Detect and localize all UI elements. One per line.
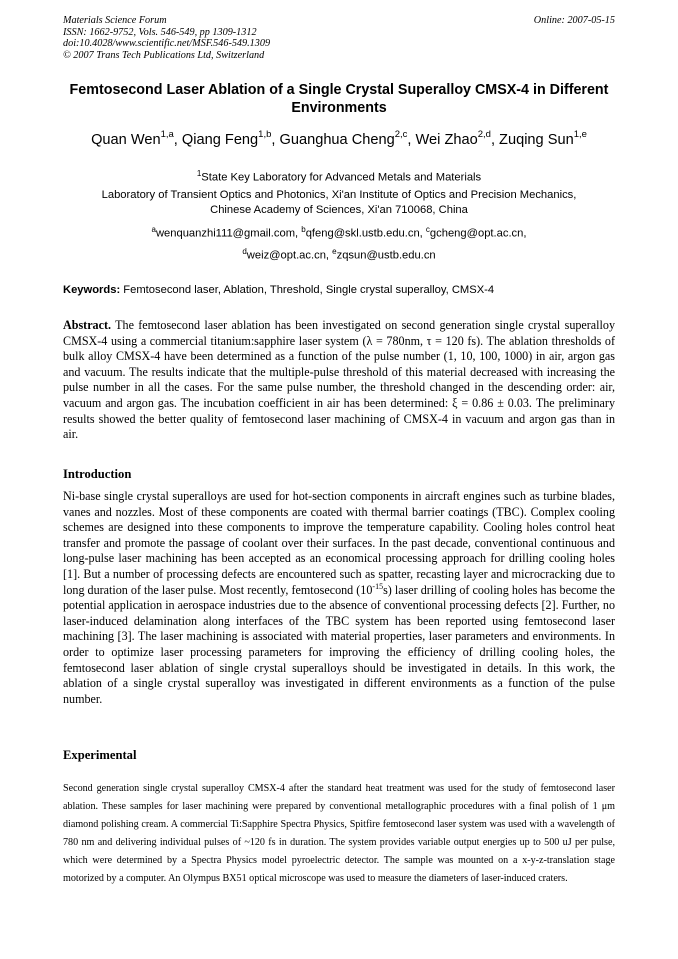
author-affiliation-marker: 2,c bbox=[394, 129, 408, 140]
abstract-label: Abstract. bbox=[63, 318, 112, 332]
author-list bbox=[40, 130, 638, 148]
email-address[interactable]: zqsun@ustb.edu.cn bbox=[336, 249, 436, 262]
abstract bbox=[63, 318, 615, 443]
experimental-body: Second generation single crystal superalloy CMSX-4 after the standard heat treatment was used for the study of femtosecond laser ablation. These samples for laser machining were prepared by conventional metallographic procedures with a final polish of 1 μm diamond polishing cream. A commercial Ti:Sapphire Spectra Physics, Spitfire femtosecond laser system was used with a wavelength of 780 nm and delivering individual pulses of ~120 fs in duration. The system provides variable output energies up to 500 uJ per pulse, which were determined by a Spectra Physics model pyroelectric detector. The sample was mounted on a x-y-z-translation stage motorized by a computer. An Olympus BX51 optical microscope was used to measure the diameters of laser-induced craters. bbox=[63, 783, 615, 885]
author-separator: , bbox=[407, 131, 416, 148]
author-name: Guanghua Cheng bbox=[279, 131, 395, 148]
email-address[interactable]: weiz@opt.ac.cn, bbox=[246, 249, 333, 262]
email-line-1 bbox=[63, 222, 615, 242]
affiliation-line: Chinese Academy of Sciences, Xi'an 710068, China bbox=[210, 204, 468, 216]
email-marker: b bbox=[301, 225, 306, 234]
author-affiliation-marker: 1,a bbox=[160, 129, 174, 140]
journal-name: Materials Science Forum bbox=[63, 15, 167, 26]
exponent: -15 bbox=[372, 581, 384, 591]
author-name: Wei Zhao bbox=[415, 131, 478, 148]
author-name: Qiang Feng bbox=[181, 131, 259, 148]
email-address[interactable]: qfeng@skl.ustb.edu.cn, bbox=[305, 227, 426, 240]
author-affiliation-marker: 1,e bbox=[573, 129, 587, 140]
journal-issn: ISSN: 1662-9752, Vols. 546-549, pp 1309-1312 bbox=[63, 26, 257, 38]
introduction-heading: Introduction bbox=[63, 467, 132, 481]
journal-header bbox=[63, 15, 270, 61]
email-address[interactable]: wenquanzhi111@gmail.com, bbox=[155, 227, 302, 240]
keywords-label: Keywords: bbox=[63, 284, 121, 296]
author-separator: , bbox=[271, 131, 280, 148]
email-address[interactable]: gcheng@opt.ac.cn, bbox=[429, 227, 527, 240]
introduction-text: Ni-base single crystal superalloys are used for hot-section components in aircraft engines such as turbine blades, vanes and nozzles. Most of these components are coated with thermal barrier coatings (TBC). Complex cooling schemes are designed into these components to improve the temperature capability. Cooling holes control heat transfer and promote the passage of coolant over their surfaces. In the past decade, conventional continuous and long-pulse laser machining has been accepted as an economical processing approach for drilling cooling holes [1]. But a number of processing defects are encountered such as spatter, recasting layer and microcracking due to long duration of the laser pulse. Most recently, femtosecond (10 bbox=[63, 489, 615, 597]
introduction-body bbox=[63, 489, 615, 707]
affiliation-2 bbox=[63, 188, 615, 218]
affiliation-1 bbox=[63, 166, 615, 186]
experimental-heading: Experimental bbox=[63, 748, 137, 762]
author-affiliation-marker: 2,d bbox=[477, 129, 491, 140]
email-marker: a bbox=[151, 225, 156, 234]
affiliation-line: Laboratory of Transient Optics and Photonics, Xi'an Institute of Optics and Precision Mechanics, bbox=[101, 189, 577, 201]
email-marker: e bbox=[332, 247, 337, 256]
online-date: Online: 2007-05-15 bbox=[533, 15, 615, 26]
keywords-text: Femtosecond laser, Ablation, Threshold, Single crystal superalloy, CMSX-4 bbox=[120, 284, 495, 296]
email-line-2 bbox=[63, 244, 615, 264]
author-name: Zuqing Sun bbox=[499, 131, 574, 148]
introduction-text: s) laser drilling of cooling holes has become the potential application in aerospace industries due to the absence of conventional processing defects [2]. Further, no laser-induced delamination along interfaces of the TBC system has been reported using femtosecond laser machining [3]. The laser machining is associated with material properties, laser parameters and environments. In order to optimize laser processing parameters for improving the efficiency of drilling cooling holes, the femtosecond laser ablation of single crystal superalloys should be investigated in details. In this work, the ablation of a single crystal superalloy was investigated in different environments as a function of the pulse number. bbox=[63, 582, 615, 706]
email-marker: d bbox=[242, 247, 247, 256]
journal-doi: doi:10.4028/www.scientific.net/MSF.546-549.1309 bbox=[63, 38, 271, 50]
email-marker: c bbox=[425, 225, 430, 234]
author-separator: , bbox=[490, 131, 500, 148]
copyright-notice: © 2007 Trans Tech Publications Ltd, Switzerland bbox=[63, 49, 265, 61]
author-name: Quan Wen bbox=[91, 131, 161, 148]
paper-title: Femtosecond Laser Ablation of a Single Crystal Superalloy CMSX-4 in Different Environments bbox=[69, 82, 609, 116]
author-separator: , bbox=[173, 131, 182, 148]
keywords bbox=[63, 283, 615, 297]
abstract-text: The femtosecond laser ablation has been investigated on second generation single crystal superalloy CMSX-4 using a commercial titanium:sapphire laser system (λ = 780nm, τ = 120 fs). The ablation thresholds of bulk alloy CMSX-4 have been determined as a function of the pulse number (1, 10, 100, 1000) in air, argon gas and vacuum. The results indicate that the multiple-pulse threshold of this material decreased with increasing the pulse number in all the cases. For the same pulse number, the threshold changed in the descending order: air, vacuum and argon gas. The incubation coefficient in air has been determined: ξ = 0.86 ± 0.03. The preliminary results showed the better quality of femtosecond laser machining of CMSX-4 in vacuum and argon gas than in air. bbox=[63, 318, 615, 442]
author-affiliation-marker: 1,b bbox=[258, 129, 272, 140]
affiliation-marker: 1 bbox=[196, 169, 202, 178]
affiliation-text: State Key Laboratory for Advanced Metals and Materials bbox=[201, 171, 482, 184]
